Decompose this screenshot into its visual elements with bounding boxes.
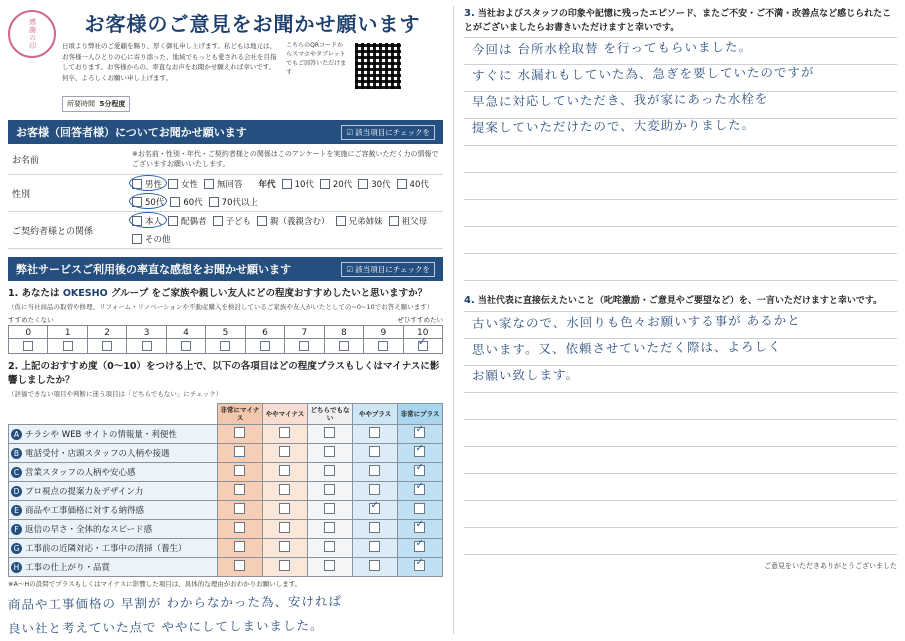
rating-checkbox[interactable] <box>324 503 335 514</box>
nps-cell-2[interactable] <box>88 326 127 353</box>
age-label: 年代 <box>258 180 276 190</box>
qr-caption: こちらのQRコードからスマホやタブレットでもご回答いただけます <box>286 42 347 76</box>
scale-left-label: すすめたくない <box>8 316 54 325</box>
rating-cell-A-3[interactable] <box>352 425 397 444</box>
relation-option-sibling[interactable]: 兄弟姉妹 <box>336 215 383 227</box>
header <box>8 6 443 112</box>
duration-badge <box>62 96 130 112</box>
rating-checkbox[interactable] <box>324 522 335 533</box>
row-label-text: 営業スタッフの人柄や安心感 <box>25 468 136 479</box>
table-row <box>9 444 443 463</box>
row-gender-age <box>8 175 443 212</box>
rating-cell-D-0[interactable] <box>217 482 262 501</box>
col-neutral: どちらでもない <box>307 404 352 425</box>
row-label-text: 工事の仕上がり・品質 <box>25 563 111 574</box>
rating-cell-B-2[interactable] <box>307 444 352 463</box>
rating-cell-H-0[interactable] <box>217 558 262 577</box>
nps-cell-0[interactable] <box>9 326 48 353</box>
rating-cell-C-0[interactable] <box>217 463 262 482</box>
name-label: お名前 <box>12 155 40 166</box>
nps-cell-1[interactable] <box>48 326 87 353</box>
rating-checkbox[interactable] <box>414 484 425 495</box>
nps-checkbox[interactable] <box>88 338 126 352</box>
rating-row-label <box>9 425 218 444</box>
answer-4-handwriting <box>472 311 892 389</box>
rating-cell-H-3[interactable] <box>352 558 397 577</box>
rating-cell-C-4[interactable] <box>397 463 442 482</box>
age-option-40[interactable]: 40代 <box>397 178 429 190</box>
nps-number: 4 <box>183 328 189 339</box>
nps-number: 9 <box>380 328 387 339</box>
rating-cell-F-1[interactable] <box>262 520 307 539</box>
rating-checkbox[interactable] <box>324 446 335 457</box>
row-badge: F <box>11 524 22 535</box>
row-badge: A <box>11 429 22 440</box>
q4-hw-line-1: 古い家なので、水回りも色々お願いする事が あるかと <box>471 312 801 331</box>
rating-cell-H-4[interactable] <box>397 558 442 577</box>
rating-cell-F-3[interactable] <box>352 520 397 539</box>
left-column <box>7 6 443 637</box>
rating-checkbox[interactable] <box>369 484 380 495</box>
rating-row-label <box>9 482 218 501</box>
question-1: 1. あなたは OKESHO グループ をご家族や親しい友人にどの程度おすすめしたいと思いますか？ <box>8 288 428 299</box>
rating-checkbox[interactable] <box>369 541 380 552</box>
nps-cell-6[interactable] <box>246 326 285 353</box>
rating-cell-H-1[interactable] <box>262 558 307 577</box>
answer-3-area[interactable] <box>464 37 897 281</box>
nps-checkbox[interactable]: ✓ <box>404 338 442 352</box>
rating-cell-G-1[interactable] <box>262 539 307 558</box>
row-label-text: プロ視点の提案力＆デザイン力 <box>25 487 144 498</box>
nps-number: 3 <box>143 328 150 339</box>
rating-cell-E-2[interactable] <box>307 501 352 520</box>
row-label-text: チラシや WEB サイトの情報量・利便性 <box>25 430 177 441</box>
rating-row-label <box>9 558 218 577</box>
row-badge: G <box>11 543 22 554</box>
rating-cell-G-0[interactable] <box>217 539 262 558</box>
rating-checkbox[interactable] <box>279 522 290 533</box>
rating-checkbox[interactable] <box>414 465 425 476</box>
relation-option-spouse[interactable]: 配偶者 <box>168 215 207 227</box>
rating-cell-F-4[interactable] <box>397 520 442 539</box>
q3-hw-line-1: 今回は 台所水栓取替 を行ってもらいました。 <box>471 39 752 57</box>
rating-checkbox[interactable] <box>414 541 425 552</box>
q4-hw-line-2: 思います。又、依頼させていただく際は、よろしく <box>471 338 782 357</box>
rating-cell-C-1[interactable] <box>262 463 307 482</box>
name-note: ※お名前・性別・年代・ご契約者様との関係はこのアンケートを実施にご容赦いただく力の情報でございますお願いいたします。 <box>132 149 439 168</box>
table-row <box>9 501 443 520</box>
gender-label: 性別 <box>12 189 31 200</box>
rating-checkbox[interactable] <box>324 465 335 476</box>
rating-cell-D-1[interactable] <box>262 482 307 501</box>
nps-checkbox[interactable] <box>325 338 363 352</box>
seal-stamp-icon <box>8 10 56 58</box>
rating-cell-A-4[interactable] <box>397 425 442 444</box>
rating-checkbox[interactable] <box>414 522 425 533</box>
nps-checkbox[interactable] <box>48 338 86 352</box>
age-option-20[interactable]: 20代 <box>320 178 352 190</box>
table-header-row <box>9 404 443 425</box>
question-3: 3. 当社およびスタッフの印象や記憶に残ったエピソード、またご不安・ご不満・改善点など感じられたことがございましたらお書きいただけますと幸いです。 <box>463 8 892 33</box>
rating-checkbox[interactable] <box>234 427 245 438</box>
rating-checkbox[interactable] <box>369 560 380 571</box>
rating-row-label <box>9 520 218 539</box>
row-badge: C <box>11 467 22 478</box>
q4-hw-line-3: お願い致します。 <box>471 366 580 383</box>
nps-number: 7 <box>301 328 308 339</box>
relation-option-child[interactable]: 子ども <box>213 215 252 227</box>
section2-check-note: ☑ 該当項目にチェックを <box>341 262 435 277</box>
row-label-text: 電話受付・店頭スタッフの人柄や接遇 <box>25 449 170 460</box>
nps-checkbox[interactable] <box>285 338 323 352</box>
row-badge: B <box>11 448 22 459</box>
rating-cell-A-1[interactable] <box>262 425 307 444</box>
rating-cell-G-3[interactable] <box>352 539 397 558</box>
rating-checkbox[interactable] <box>279 541 290 552</box>
gender-option-female[interactable]: 女性 <box>168 178 198 190</box>
nps-number: 10 <box>417 328 429 339</box>
rating-checkbox[interactable] <box>279 484 290 495</box>
bottom-hw-line-2: 良い社と考えていた点で ややにしてしまいました。 <box>7 618 324 637</box>
table-row <box>9 482 443 501</box>
nps-number: 8 <box>340 328 347 339</box>
nps-checkbox[interactable] <box>127 338 165 352</box>
section-bar-service <box>8 257 443 281</box>
rating-checkbox[interactable] <box>279 465 290 476</box>
rating-checkbox[interactable] <box>234 503 245 514</box>
rating-checkbox[interactable] <box>279 446 290 457</box>
row-relation <box>8 212 443 249</box>
rating-checkbox[interactable] <box>279 503 290 514</box>
rating-cell-F-2[interactable] <box>307 520 352 539</box>
rating-row-label <box>9 539 218 558</box>
question-4: 4. 当社代表に直接伝えたいこと（叱咤激励・ご意見やご要望など）を、一言いただけますと幸いです。 <box>463 295 883 306</box>
rating-cell-C-3[interactable] <box>352 463 397 482</box>
rating-cell-E-4[interactable] <box>397 501 442 520</box>
nps-cell-9[interactable] <box>364 326 403 353</box>
rating-cell-E-3[interactable] <box>352 501 397 520</box>
rating-cell-A-0[interactable] <box>217 425 262 444</box>
rating-checkbox[interactable] <box>414 446 425 457</box>
row-label-text: 工事前の近隣対応・工事中の清掃（養生） <box>25 544 187 555</box>
rating-cell-C-2[interactable] <box>307 463 352 482</box>
question-1-note: （仮に当社商品の取替や修理、リフォーム・リノベーションや不動産購入を検討しているご家族や友人がいたとしての~0~10でお答え願います） <box>8 302 434 311</box>
nps-number: 0 <box>25 328 32 339</box>
nps-cell-3[interactable] <box>127 326 166 353</box>
nps-checkbox[interactable] <box>9 338 47 352</box>
section-bar-customer <box>8 120 443 144</box>
gender-option-none[interactable]: 無回答 <box>204 178 243 190</box>
row-badge: H <box>11 562 22 573</box>
free-comment-bottom <box>8 593 443 641</box>
col-very-positive: 非常にプラス <box>397 404 442 425</box>
qr-block <box>286 41 406 91</box>
q3-hw-line-2: すぐに 水漏れもしていた為、急ぎを要していたのですが <box>471 64 815 83</box>
question-2-note: （評価できない項目や判断に迷う項目は「どちらでもない」にチェック） <box>8 389 223 398</box>
question-2: 2. 上記のおすすめ度（0〜10）をつける上で、以下の各項目はどの程度プラスもしくはマイナスに影響しましたか？ <box>8 361 440 386</box>
nps-checkbox[interactable] <box>364 338 402 352</box>
answer-3-handwriting <box>472 37 892 141</box>
rating-checkbox[interactable] <box>414 427 425 438</box>
table-row <box>9 520 443 539</box>
rating-checkbox[interactable] <box>234 541 245 552</box>
page-title: お客様のご意見をお聞かせ願います <box>84 12 421 36</box>
nps-cell-5[interactable] <box>206 326 245 353</box>
rating-cell-D-4[interactable] <box>397 482 442 501</box>
nps-number: 5 <box>222 328 229 339</box>
col-somewhat-negative: ややマイナス <box>262 404 307 425</box>
rating-checkbox[interactable] <box>369 522 380 533</box>
nps-cell-4[interactable] <box>167 326 206 353</box>
rating-checkbox[interactable] <box>324 560 335 571</box>
bottom-hw-line-1: 商品や工事価格の 早割が わからなかった為、安ければ <box>7 593 343 613</box>
row-name <box>8 144 443 175</box>
section2-title: 弊社サービスご利用後の率直な感想をお聞かせ願います <box>16 263 291 276</box>
rating-cell-B-0[interactable] <box>217 444 262 463</box>
col-somewhat-positive: ややプラス <box>352 404 397 425</box>
relation-option-parent[interactable]: 親（義親含む） <box>257 215 330 227</box>
rating-checkbox[interactable] <box>324 484 335 495</box>
section1-title: お客様（回答者様）についてお聞かせ願います <box>16 126 247 139</box>
intro-text: 日頃より弊社のご愛顧を賜り、厚く御礼申し上げます。私どもは地元は、お客様一人ひとりの心に寄り添った、地域でもっとも愛される会社を目指しております。お客様からの、率直なお声をお聞かせ願えれば幸いです。何卒、よろしくお願い申し上げます。 <box>62 42 277 83</box>
rating-cell-E-1[interactable] <box>262 501 307 520</box>
rating-cell-D-3[interactable] <box>352 482 397 501</box>
rating-checkbox[interactable] <box>279 427 290 438</box>
rating-checkbox[interactable] <box>369 446 380 457</box>
row-label-text: 商品や工事価格に対する納得感 <box>25 506 145 517</box>
rating-checkbox[interactable] <box>234 522 245 533</box>
thanks-note: ご意見をいただきありがとうございました <box>764 561 897 570</box>
rating-checkbox[interactable] <box>234 560 245 571</box>
rating-cell-G-2[interactable] <box>307 539 352 558</box>
rating-row-label <box>9 501 218 520</box>
col-very-negative: 非常にマイナス <box>217 404 262 425</box>
rating-row-label <box>9 444 218 463</box>
seal-stamp-text: 感謝の印 <box>28 18 37 50</box>
rating-checkbox[interactable] <box>369 503 380 514</box>
duration-value: 5分程度 <box>99 100 126 108</box>
row-badge: E <box>11 505 22 516</box>
relation-option-other[interactable]: その他 <box>132 233 171 245</box>
nps-cell-7[interactable] <box>285 326 324 353</box>
rating-cell-G-4[interactable] <box>397 539 442 558</box>
nps-scale[interactable] <box>8 315 443 354</box>
rating-checkbox[interactable] <box>414 560 425 571</box>
rating-checkbox[interactable] <box>324 541 335 552</box>
duration-label: 所要時間 <box>67 100 95 108</box>
nps-cell-8[interactable] <box>325 326 364 353</box>
age-option-70[interactable]: 70代以上 <box>209 196 258 208</box>
nps-number: 6 <box>262 328 268 339</box>
nps-checkbox[interactable] <box>246 338 284 352</box>
age-option-60[interactable]: 60代 <box>170 196 202 208</box>
rating-checkbox[interactable] <box>279 560 290 571</box>
relation-label: ご契約者様との関係 <box>12 226 94 237</box>
rating-cell-A-2[interactable] <box>307 425 352 444</box>
rating-cell-D-2[interactable] <box>307 482 352 501</box>
nps-number: 2 <box>104 328 110 339</box>
rating-checkbox[interactable] <box>234 484 245 495</box>
rating-checkbox[interactable] <box>234 446 245 457</box>
q3-hw-line-3: 早急に対応していただき、我が家にあった水栓を <box>471 90 769 109</box>
table-row <box>9 539 443 558</box>
rating-row-label <box>9 463 218 482</box>
nps-cell-10[interactable] <box>404 326 442 353</box>
rating-cell-B-3[interactable] <box>352 444 397 463</box>
rating-checkbox[interactable] <box>369 465 380 476</box>
right-column <box>453 6 897 634</box>
table-row <box>9 558 443 577</box>
brand-name: OKESHO <box>62 288 108 299</box>
table-row <box>9 463 443 482</box>
row-badge: D <box>11 486 22 497</box>
rating-table <box>8 403 443 577</box>
rating-cell-B-1[interactable] <box>262 444 307 463</box>
rating-cell-H-2[interactable] <box>307 558 352 577</box>
rating-checkbox[interactable] <box>414 503 425 514</box>
nps-checkbox[interactable] <box>167 338 205 352</box>
gender-option-male[interactable]: 男性 <box>132 178 162 190</box>
nps-checkbox[interactable] <box>206 338 244 352</box>
nps-number: 1 <box>64 328 71 339</box>
relation-option-self[interactable]: 本人 <box>132 215 162 227</box>
row-label-text: 返信の早さ・全体的なスピード感 <box>25 525 153 536</box>
rating-cell-E-0[interactable] <box>217 501 262 520</box>
rating-checkbox[interactable] <box>369 427 380 438</box>
age-option-50[interactable]: 50代 <box>132 196 164 208</box>
section1-check-note: ☑ 該当項目にチェックを <box>341 125 435 140</box>
age-option-30[interactable]: 30代 <box>358 178 390 190</box>
rating-checkbox[interactable] <box>324 427 335 438</box>
age-option-10[interactable]: 10代 <box>282 178 314 190</box>
relation-option-grandparent[interactable]: 祖父母 <box>389 215 428 227</box>
answer-4-area[interactable] <box>464 311 897 555</box>
table-row <box>9 425 443 444</box>
scale-right-label: ぜひすすめたい <box>397 316 443 325</box>
q3-hw-line-4: 提案していただけたので、大変助かりました。 <box>471 117 756 135</box>
rating-checkbox[interactable] <box>234 465 245 476</box>
rating-footnote: ※A〜Hの設問でプラスもしくはマイナスに影響した項目は、具体的な理由がおわかりお願いします。 <box>8 580 302 589</box>
rating-cell-F-0[interactable] <box>217 520 262 539</box>
qr-code-icon <box>353 41 403 91</box>
rating-cell-B-4[interactable] <box>397 444 442 463</box>
